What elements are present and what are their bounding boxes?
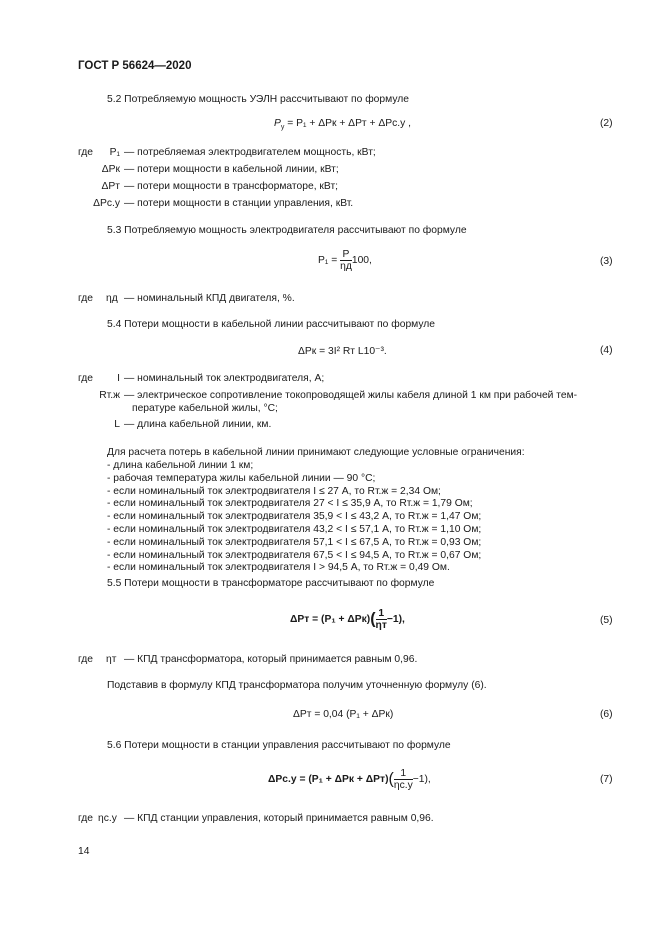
- formula-2-lhs: P: [274, 118, 281, 129]
- formula-3-tail: 100,: [351, 255, 372, 267]
- formula-5-number: (5): [600, 615, 613, 626]
- formula-7-numerator: 1: [394, 768, 413, 780]
- formula-7-fraction: [394, 768, 413, 791]
- formula-7-lhs: ΔPс.у = (P₁ + ΔPк + ΔPт): [268, 774, 389, 786]
- formula-3: [318, 249, 372, 272]
- def-text: — потери мощности в кабельной линии, кВт;: [124, 164, 339, 175]
- formula-5-fraction: [376, 608, 387, 631]
- formula-2-rhs: = P₁ + ΔPк + ΔPт + ΔPс.у ,: [287, 118, 412, 129]
- def-symbol: L: [114, 419, 120, 430]
- def-text: — потери мощности в станции управления, кВт.: [124, 198, 354, 209]
- def-text: — номинальный КПД двигателя, %.: [124, 293, 295, 304]
- def-symbol: ηс.у: [98, 813, 117, 824]
- def-text: — длина кабельной линии, км.: [124, 419, 272, 430]
- formula-3-lhs: P₁ =: [318, 255, 338, 267]
- conditions-list: [107, 460, 481, 575]
- formula-5: [290, 608, 405, 631]
- document-header: ГОСТ Р 56624—2020: [78, 60, 192, 72]
- list-item: - если номинальный ток электродвигателя 35,9 < I ≤ 43,2 А, то Rт.ж = 1,47 Ом;: [107, 511, 482, 523]
- page-number: 14: [78, 846, 90, 857]
- formula-7-number: (7): [600, 774, 613, 785]
- where-label: где: [78, 654, 94, 665]
- formula-7: [268, 768, 431, 791]
- formula-2-lhs-sub: у: [280, 124, 285, 132]
- where-label: где: [78, 813, 94, 824]
- formula-4-number: (4): [600, 345, 613, 356]
- formula-7-denominator: ηс.у: [393, 780, 413, 791]
- def-symbol: ηт: [106, 654, 117, 665]
- def-text-continuation: пературе кабельной жилы, °С;: [132, 403, 278, 414]
- def-text: — КПД станции управления, который принимается равным 0,96.: [124, 813, 434, 824]
- conditions-intro: Для расчета потерь в кабельной линии принимают следующие условные ограничения:: [107, 447, 525, 458]
- where-label: где: [78, 293, 94, 304]
- section-5-6-intro: 5.6 Потери мощности в станции управления рассчитывают по формуле: [107, 740, 451, 751]
- list-item: - если номинальный ток электродвигателя 27 < I ≤ 35,9 А, то Rт.ж = 1,79 Ом;: [107, 498, 473, 510]
- def-symbol: ηд: [106, 293, 118, 304]
- formula-3-denominator: ηд: [340, 261, 352, 272]
- section-5-5-intro: 5.5 Потери мощности в трансформаторе рассчитывают по формуле: [107, 578, 435, 589]
- def-symbol: ΔPк: [101, 164, 120, 175]
- list-item: - если номинальный ток электродвигателя I > 94,5 А, то Rт.ж = 0,49 Ом.: [107, 562, 450, 574]
- paren-open: (: [388, 770, 394, 788]
- def-text: — электрическое сопротивление токопроводящей жилы кабеля длиной 1 км при рабочей тем-: [124, 390, 578, 401]
- formula-2-number: (2): [600, 118, 613, 129]
- list-item: - если номинальный ток электродвигателя 67,5 < I ≤ 94,5 А, то Rт.ж = 0,67 Ом;: [107, 549, 482, 561]
- def-symbol: Rт.ж: [99, 390, 120, 401]
- paren-open: (: [370, 610, 376, 628]
- def-text: — потери мощности в трансформаторе, кВт;: [124, 181, 339, 192]
- def-symbol: I: [117, 373, 120, 384]
- formula-3-fraction: [340, 249, 352, 272]
- formula-2: [274, 118, 411, 131]
- list-item: - длина кабельной линии 1 км;: [107, 460, 254, 471]
- def-symbol: ΔPт: [101, 181, 120, 192]
- section-5-3-intro: 5.3 Потребляемую мощность электродвигателя рассчитывают по формуле: [107, 225, 467, 236]
- def-text: — потребляемая электродвигателем мощность, кВт;: [124, 147, 376, 158]
- formula-5-lhs: ΔPт = (P₁ + ΔPк): [290, 614, 371, 626]
- def-text: — КПД трансформатора, который принимается равным 0,96.: [124, 654, 418, 665]
- formula-4: ΔPк = 3I² Rт L10⁻³.: [298, 346, 387, 357]
- formula-3-numerator: P: [340, 249, 352, 261]
- formula-6-number: (6): [600, 709, 613, 720]
- formula-5-tail: −1),: [386, 614, 405, 626]
- formula-6: ΔPт = 0,04 (P₁ + ΔPк): [293, 709, 394, 720]
- formula-5-numerator: 1: [376, 608, 387, 620]
- list-item: - если номинальный ток электродвигателя 43,2 < I ≤ 57,1 А, то Rт.ж = 1,10 Ом;: [107, 523, 482, 535]
- substitution-text: Подставив в формулу КПД трансформатора получим уточненную формулу (6).: [107, 680, 487, 691]
- formula-7-tail: −1),: [412, 774, 431, 786]
- formula-3-number: (3): [600, 256, 613, 267]
- def-symbol: P₁: [109, 147, 120, 158]
- where-label: где: [78, 147, 94, 158]
- section-5-2-intro: 5.2 Потребляемую мощность УЭЛН рассчитывают по формуле: [107, 94, 409, 105]
- list-item: - если номинальный ток электродвигателя 57,1 < I ≤ 67,5 А, то Rт.ж = 0,93 Ом;: [107, 536, 482, 548]
- where-label: где: [78, 373, 94, 384]
- list-item: - рабочая температура жилы кабельной линии — 90 °С;: [107, 472, 376, 484]
- def-text: — номинальный ток электродвигателя, А;: [124, 373, 325, 384]
- def-symbol: ΔPс.у: [93, 198, 120, 209]
- formula-5-denominator: ηт: [375, 620, 387, 631]
- list-item: - если номинальный ток электродвигателя I ≤ 27 А, то Rт.ж = 2,34 Ом;: [107, 485, 441, 497]
- section-5-4-intro: 5.4 Потери мощности в кабельной линии рассчитывают по формуле: [107, 319, 436, 330]
